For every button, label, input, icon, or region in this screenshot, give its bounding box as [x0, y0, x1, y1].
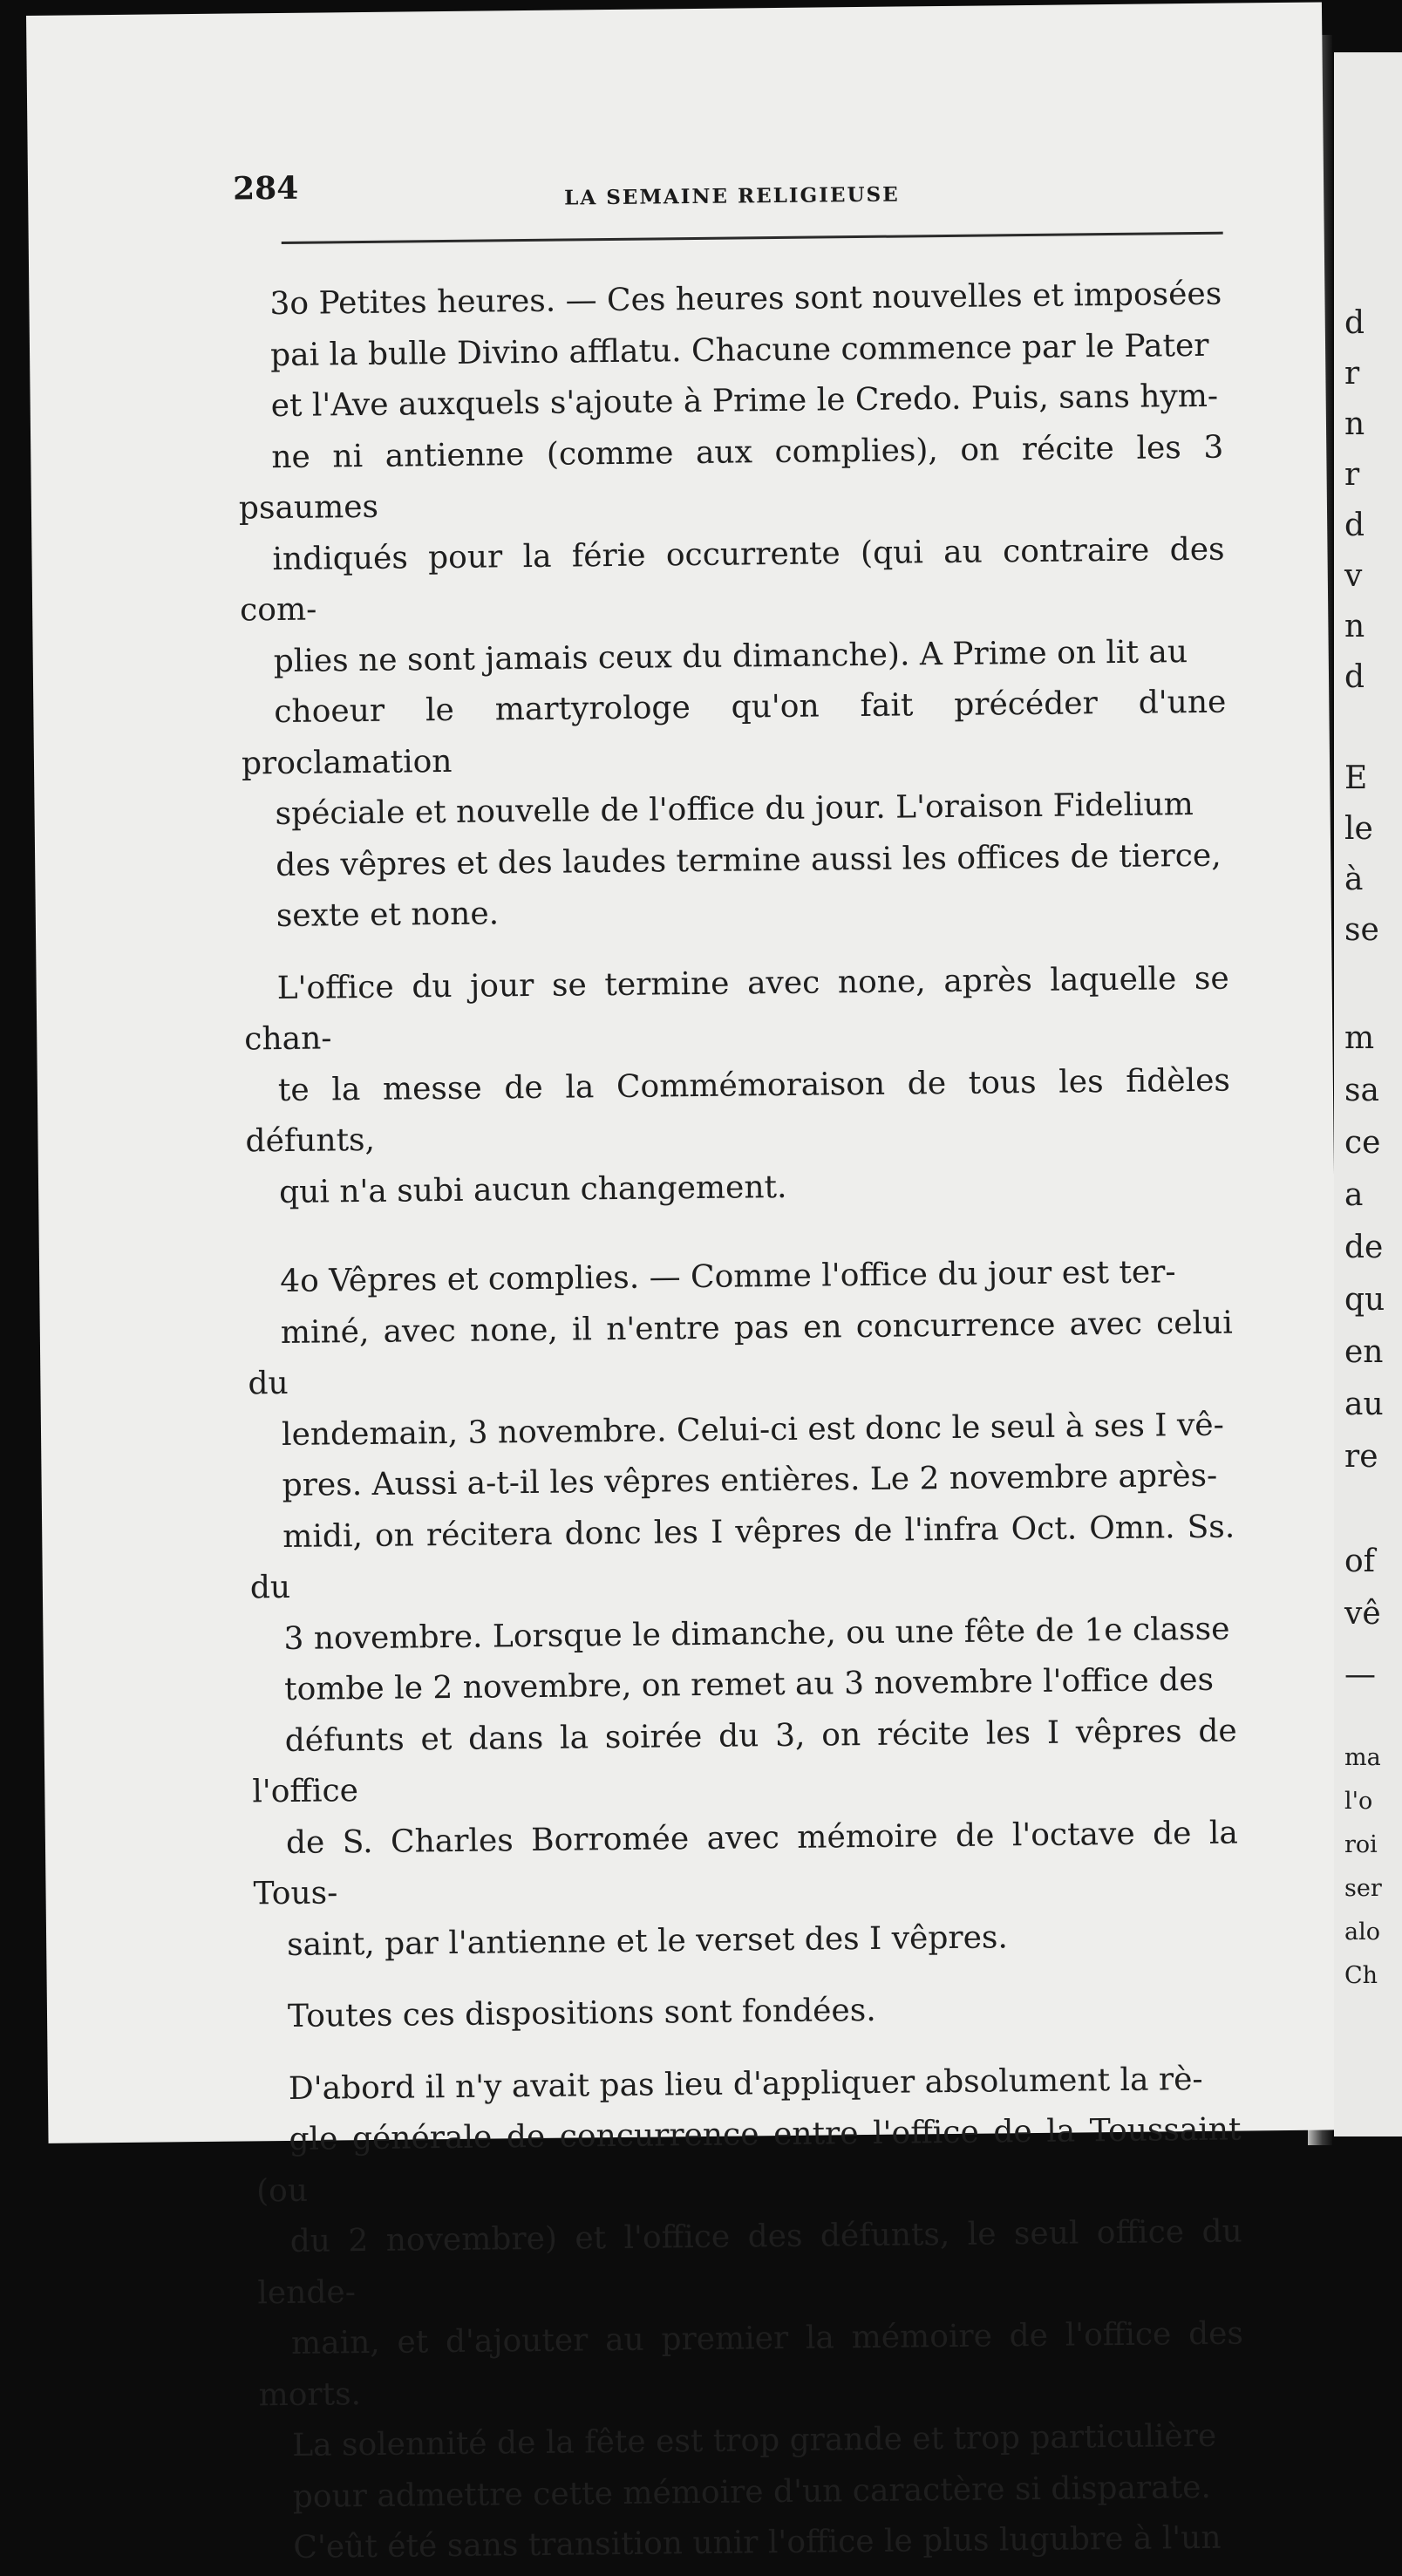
header-rule	[282, 232, 1223, 244]
book-page	[26, 2, 1344, 2566]
facing-page-fragment: le	[1344, 811, 1373, 847]
facing-page-fragment: a	[1344, 1177, 1364, 1213]
text-line: midi, on récitera donc les I vêpres de l'infra Oct. Omn. Ss. du	[249, 1509, 1235, 1606]
text-line: des vêpres et des laudes termine aussi les offices de tierce,	[276, 837, 1222, 883]
paragraph-office-du-jour	[243, 953, 1231, 1218]
page-number: 284	[232, 169, 299, 208]
facing-page-fragment: E	[1344, 760, 1368, 796]
facing-page-fragment: roi	[1344, 1831, 1378, 1858]
facing-page	[1334, 52, 1402, 2136]
facing-page-fragment: se	[1344, 912, 1379, 948]
text-line: C'eût été sans transition unir l'office le plus lugubre à l'un	[293, 2519, 1222, 2566]
text-line: qui n'a subi aucun changement.	[278, 1169, 787, 1210]
facing-page-fragment: ce	[1344, 1125, 1381, 1161]
facing-page-fragment: sa	[1344, 1073, 1379, 1108]
paragraph-petites-heures	[236, 269, 1228, 943]
text-line: pai la bulle Divino afflatu. Chacune commence par le Pater	[269, 327, 1209, 373]
facing-page-fragment: m	[1344, 1020, 1375, 1056]
facing-page-fragment: au	[1344, 1387, 1384, 1422]
facing-page-fragment: d	[1344, 305, 1365, 341]
text-line: L'office du jour se termine avec none, après laquelle se chan-	[244, 960, 1229, 1058]
text-line: et l'Ave auxquels s'ajoute à Prime le Credo. Puis, sans hym-	[270, 378, 1219, 425]
facing-page-fragment: qu	[1344, 1282, 1385, 1318]
facing-page-fragment: v	[1344, 558, 1363, 594]
text-line: pour admettre cette mémoire d'un caractère si disparate.	[292, 2469, 1212, 2515]
paragraph-dabord	[255, 2054, 1246, 2574]
running-title: LA SEMAINE RELIGIEUSE	[564, 182, 900, 210]
facing-page-fragment: d	[1344, 508, 1365, 543]
text-line: pres. Aussi a-t-il les vêpres entières. Le 2 novembre après-	[282, 1457, 1218, 1504]
text-line: plies ne sont jamais ceux du dimanche). A Prime on lit au	[273, 633, 1188, 679]
text-line: choeur le martyrologe qu'on fait précéder d'une proclamation	[241, 684, 1227, 781]
facing-page-fragment: l'o	[1344, 1788, 1373, 1815]
facing-page-fragment: d	[1344, 659, 1365, 695]
text-line: main, et d'ajouter au premier la mémoire de l'office des morts.	[258, 2315, 1244, 2413]
facing-page-fragment: of	[1344, 1544, 1375, 1579]
text-line: lendemain, 3 novembre. Celui-ci est donc le seul à ses I vê-	[281, 1407, 1224, 1453]
facing-page-fragment: à	[1344, 862, 1364, 897]
facing-page-fragment: r	[1344, 457, 1360, 493]
facing-page-fragment: vê	[1344, 1596, 1381, 1632]
text-line: gle générale de concurrence entre l'office de la Toussaint (ou	[255, 2111, 1242, 2209]
facing-page-fragment: en	[1344, 1334, 1384, 1370]
facing-page-fragment: de	[1344, 1230, 1384, 1265]
facing-page-fragment: alo	[1344, 1918, 1380, 1946]
body-text	[236, 269, 1245, 2574]
text-line: défunts et dans la soirée du 3, on récite les I vêpres de l'office	[252, 1713, 1237, 1810]
text-line: ne ni antienne (comme aux complies), on récite les 3 psaumes	[238, 429, 1224, 527]
text-line: Toutes ces dispositions sont fondées.	[287, 1992, 876, 2034]
text-line: miné, avec none, il n'entre pas en concurrence avec celui du	[248, 1305, 1233, 1402]
facing-page-fragment: ser	[1344, 1875, 1382, 1902]
text-line: sexte et none.	[276, 896, 500, 935]
text-line: 3o Petites heures. — Ces heures sont nouvelles et imposées	[269, 276, 1222, 323]
facing-page-fragment: ma	[1344, 1744, 1381, 1771]
text-line: de S. Charles Borromée avec mémoire de l'octave de la Tous-	[253, 1815, 1239, 1912]
text-line: du 2 novembre) et l'office des défunts, le seul office du lende-	[257, 2213, 1242, 2311]
text-line: La solennité de la fête est trop grande et trop particulière	[291, 2417, 1217, 2464]
facing-page-fragment: Ch	[1344, 1962, 1378, 1989]
text-line: tombe le 2 novembre, on remet au 3 novembre l'office des	[283, 1661, 1215, 1708]
text-line: 3 novembre. Lorsque le dimanche, ou une fête de 1e classe	[283, 1611, 1230, 1657]
paragraph-dispositions	[255, 1982, 1241, 2043]
facing-page-fragment: —	[1344, 1657, 1376, 1693]
text-line: saint, par l'antienne et le verset des I vêpres.	[286, 1918, 1009, 1963]
text-line: D'abord il n'y avait pas lieu d'appliquer absolument la rè-	[288, 2061, 1203, 2107]
facing-page-fragment: n	[1344, 406, 1365, 442]
text-line: te la messe de la Commémoraison de tous les fidèles défunts,	[245, 1062, 1231, 1160]
facing-page-fragment: re	[1344, 1439, 1378, 1475]
paragraph-vepres-complies	[247, 1247, 1240, 1972]
text-line: indiqués pour la férie occurrente (qui au contraire des com-	[239, 531, 1225, 629]
text-line: 4o Vêpres et complies. — Comme l'office du jour est ter-	[280, 1254, 1176, 1300]
facing-page-fragment: r	[1344, 356, 1360, 392]
facing-page-fragment: n	[1344, 609, 1365, 644]
page-header	[233, 160, 1236, 222]
text-line: spéciale et nouvelle de l'office du jour. L'oraison Fidelium	[275, 787, 1194, 833]
